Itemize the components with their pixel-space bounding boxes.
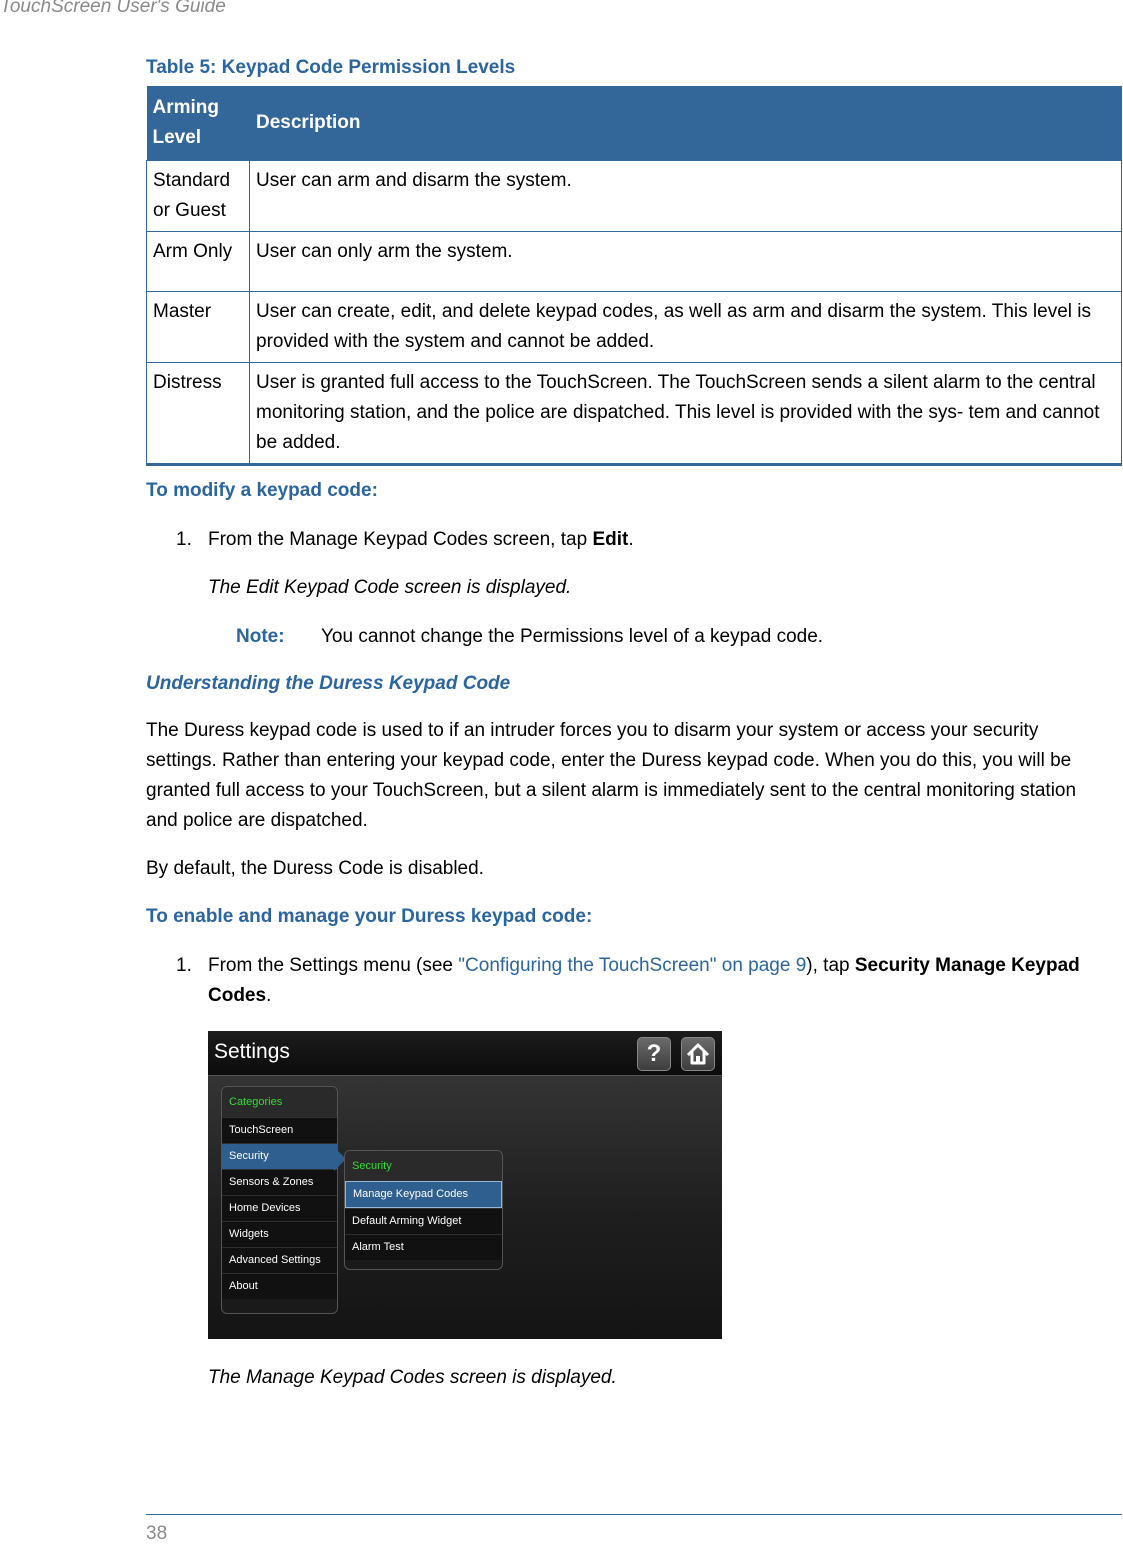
level-cell: Master [147,292,250,363]
categories-heading: Categories [222,1087,337,1117]
note-label [236,622,285,652]
security-command: Security [854,955,930,976]
category-item[interactable]: Widgets [222,1221,337,1247]
note-text: You cannot change the Permissions level of a keypad code. [321,626,824,647]
footer-rule [146,1514,1122,1515]
category-item-selected[interactable]: Security [222,1143,337,1169]
enable-heading: To enable and manage your Duress keypad code: [146,906,593,927]
description-cell: User can arm and disarm the system. [250,161,1122,232]
table-row [147,363,1122,465]
duress-heading: Understanding the Duress Keypad Code [146,673,511,694]
duress-default-paragraph: By default, the Duress Code is disabled. [146,858,484,879]
running-header: TouchScreen User's Guide [0,0,226,17]
step-text: From the Manage Keypad Codes screen, tap [208,529,593,550]
edit-command: Edit [592,529,629,550]
modify-result: The Edit Keypad Code screen is displayed. [208,577,572,598]
modify-heading: To modify a keypad code: [146,480,378,501]
security-item[interactable]: Default Arming Widget [345,1208,502,1234]
categories-menu [221,1086,338,1314]
permission-levels-table [146,86,1122,466]
category-item[interactable]: Sensors & Zones [222,1169,337,1195]
table-caption: Table 5: Keypad Code Permission Levels [146,57,516,78]
step-text-mid: ), tap [806,955,855,976]
table-header-row [147,86,1122,161]
step-text-end: . [266,985,272,1006]
level-cell: Arm Only [147,232,250,292]
step-text: From the Settings menu (see [208,955,459,976]
screenshot-title-bar [208,1031,722,1076]
level-cell: Distress [147,363,250,465]
security-item[interactable]: Alarm Test [345,1234,502,1260]
level-cell: Standard or Guest [147,161,250,232]
table-row [147,292,1122,363]
category-item[interactable]: Home Devices [222,1195,337,1221]
category-item[interactable]: About [222,1273,337,1299]
screenshot-title: Settings [214,1040,290,1063]
duress-paragraph: The Duress keypad code is used to if an intruder forces you to disarm your system or access your security settings. Rather than entering your keypad code, enter the Duress keypad code. When you do this, you will be granted full access to your TouchScreen, but a silent alarm is immediately sent to the central monitoring station and police are dispatched. [146,720,1077,831]
help-icon[interactable]: ? [637,1037,671,1071]
column-header-level: Arming Level [147,86,250,161]
security-submenu-heading: Security [345,1151,502,1181]
table-row [147,161,1122,232]
enable-result: The Manage Keypad Codes screen is displayed. [208,1367,617,1388]
description-cell: User can create, edit, and delete keypad codes, as well as arm and disarm the system. This level is provided with the system and cannot be added. [250,292,1122,363]
enable-step-1 [208,951,1108,1011]
step-text-end: . [628,529,634,550]
enable-step-number: 1. [176,955,192,976]
manage-keypad-codes-command: Manage Keypad Codes [208,955,1080,1006]
column-header-description: Description [250,86,1122,161]
security-item-selected[interactable]: Manage Keypad Codes [345,1181,502,1208]
table-row [147,232,1122,292]
home-icon[interactable] [681,1037,715,1071]
description-cell: User is granted full access to the TouchScreen. The TouchScreen sends a silent alarm to the central monitoring station, and the police are dispatched. This level is provided with the sys- tem and cannot be added. [250,363,1122,465]
category-item[interactable]: Advanced Settings [222,1247,337,1273]
security-submenu [344,1150,503,1270]
modify-step-number: 1. [176,529,192,550]
description-cell: User can only arm the system. [250,232,1122,292]
category-item[interactable]: TouchScreen [222,1117,337,1143]
modify-step-1 [208,525,634,555]
configuring-touchscreen-link[interactable]: "Configuring the TouchScreen" on page 9 [458,955,807,976]
home-icon-glyph [682,1038,714,1070]
note-label-text: Note: [236,626,285,647]
page-number: 38 [146,1523,168,1544]
